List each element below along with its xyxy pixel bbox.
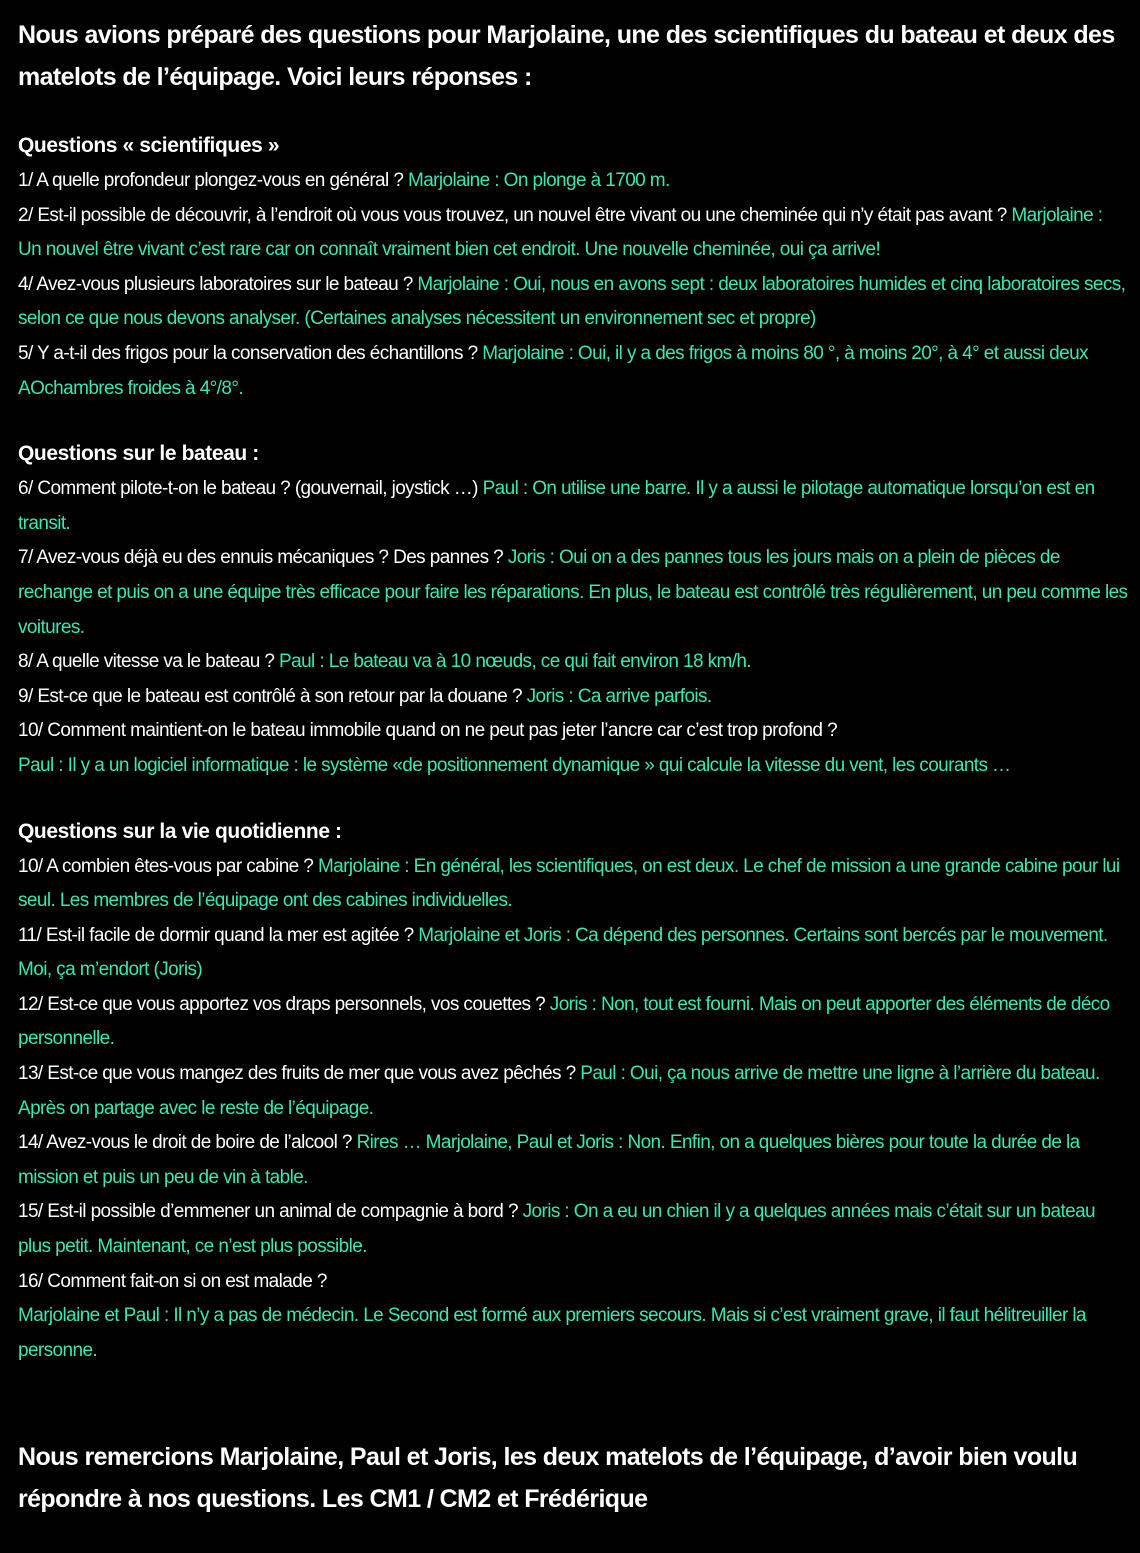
answer-text: Paul : On utilise une barre. Il y a aussi le pilotage automatique lorsqu’on est en transit.: [18, 478, 1095, 534]
section-title: Questions sur le bateau :: [18, 442, 259, 466]
qa-item: [18, 850, 1128, 919]
question-text: 6/ Comment pilote-t-on le bateau ? (gouvernail, joystick …): [18, 478, 483, 500]
question-text: 14/ Avez-vous le droit de boire de l’alcool ?: [18, 1132, 357, 1154]
question-text: 7/ Avez-vous déjà eu des ennuis mécaniques ? Des pannes ?: [18, 547, 508, 569]
answer-text: Marjolaine : Oui, il y a des frigos à moins 80 °, à moins 20°, à 4° et aussi deux AOchambres froides à 4°/8°.: [18, 342, 1088, 399]
intro-paragraph: Nous avions préparé des questions pour Marjolaine, une des scientifiques du bateau et deux des matelots de l’équipage. Voici leurs réponses :: [18, 21, 1115, 91]
qa-item: [18, 1265, 1128, 1369]
answer-text: Paul : Il y a un logiciel informatique : le système «de positionnement dynamique » qui calcule la vitesse du vent, les courants …: [18, 754, 1011, 776]
qa-item: [18, 268, 1128, 337]
answer-text: Joris : Oui on a des pannes tous les jours mais on a plein de pièces de rechange et puis on a une équipe très efficace pour faire les réparations. En plus, le bateau est contrôlé très régulièrement, un peu comme les voitures.: [18, 547, 1128, 638]
question-text: 11/ Est-il facile de dormir quand la mer est agitée ?: [18, 924, 419, 946]
answer-text: Rires … Marjolaine, Paul et Joris : Non. Enfin, on a quelques bières pour toute la durée de la mission et puis un peu de vin à table.: [18, 1132, 1080, 1188]
answer-text: Joris : Non, tout est fourni. Mais on peut apporter des éléments de déco personnelle.: [18, 993, 1110, 1050]
question-text: 1/ A quelle profondeur plongez-vous en général ?: [18, 170, 408, 191]
answer-text: Paul : Oui, ça nous arrive de mettre une ligne à l’arrière du bateau. Après on partage avec le reste de l’équipage.: [18, 1063, 1100, 1119]
qa-item: [18, 645, 1128, 680]
qa-item: [18, 919, 1128, 988]
answer-text: Marjolaine : En général, les scientifiques, on est deux. Le chef de mission a une grande cabine pour lui seul. Les membres de l’équipage ont des cabines individuelles.: [18, 855, 1120, 912]
answer-text: Joris : On a eu un chien il y a quelques années mais c’était sur un bateau plus petit. Maintenant, ce n’est plus possible.: [18, 1201, 1096, 1258]
question-text: 9/ Est-ce que le bateau est contrôlé à son retour par la douane ?: [18, 685, 527, 707]
outro-paragraph: Nous remercions Marjolaine, Paul et Joris, les deux matelots de l’équipage, d’avoir bien voulu répondre à nos questions. Les CM1 / CM2 et Frédérique: [18, 1443, 1078, 1513]
answer-text: Marjolaine : Oui, nous en avons sept : deux laboratoires humides et cinq laboratoires secs, selon ce que nous devons analyser. (Certaines analyses nécessitent un environnement sec et propre): [18, 273, 1126, 330]
document: [18, 14, 1128, 1513]
qa-item: [18, 1195, 1128, 1264]
question-text: 4/ Avez-vous plusieurs laboratoires sur le bateau ?: [18, 273, 418, 295]
question-text: 10/ Comment maintient-on le bateau immobile quand on ne peut pas jeter l’ancre car c’est trop profond ?: [18, 720, 838, 742]
question-text: 13/ Est-ce que vous mangez des fruits de mer que vous avez pêchés ?: [18, 1063, 581, 1085]
qa-item: [18, 541, 1128, 645]
qa-item: [18, 337, 1128, 406]
question-text: 15/ Est-il possible d’emmener un animal de compagnie à bord ?: [18, 1201, 523, 1223]
qa-item: [18, 1126, 1128, 1195]
answer-text: Marjolaine et Paul : Il n’y a pas de médecin. Le Second est formé aux premiers secours. Mais si c’est vraiment grave, il faut hélitreuiller la personne.: [18, 1305, 1086, 1361]
answer-text: Paul : Le bateau va à 10 nœuds, ce qui fait environ 18 km/h.: [279, 651, 752, 673]
qa-item: [18, 472, 1128, 541]
qa-item: [18, 199, 1128, 268]
section-title: Questions sur la vie quotidienne :: [18, 819, 342, 843]
answer-text: Marjolaine : On plonge à 1700 m.: [407, 170, 670, 191]
qa-item: [18, 680, 1128, 715]
qa-item: [18, 164, 1128, 199]
answer-text: Joris : Ca arrive parfois.: [526, 685, 712, 707]
question-text: 12/ Est-ce que vous apportez vos draps personnels, vos couettes ?: [18, 993, 550, 1015]
question-text: 10/ A combien êtes-vous par cabine ?: [18, 855, 318, 877]
qa-item: [18, 1057, 1128, 1126]
answer-text: Marjolaine et Joris : Ca dépend des personnes. Certains sont bercés par le mouvement. Moi, ça m’endort (Joris): [18, 924, 1108, 981]
question-text: 8/ A quelle vitesse va le bateau ?: [18, 651, 280, 673]
section-boat: [18, 436, 1128, 783]
section-scientific: [18, 128, 1128, 406]
question-text: 2/ Est-il possible de découvrir, à l’endroit où vous vous trouvez, un nouvel être vivant ou une cheminée qui n’y était pas avant ?: [18, 204, 1012, 226]
qa-item: [18, 714, 1128, 783]
section-daily-life: [18, 814, 1128, 1369]
question-text: 5/ Y a-t-il des frigos pour la conservation des échantillons ?: [18, 342, 483, 364]
answer-text: Marjolaine : Un nouvel être vivant c’est rare car on connaît vraiment bien cet endroit. Une nouvelle cheminée, oui ça arrive!: [18, 204, 1103, 261]
question-text: 16/ Comment fait-on si on est malade ?: [18, 1270, 327, 1292]
section-title: Questions « scientifiques »: [18, 134, 280, 157]
qa-item: [18, 988, 1128, 1057]
